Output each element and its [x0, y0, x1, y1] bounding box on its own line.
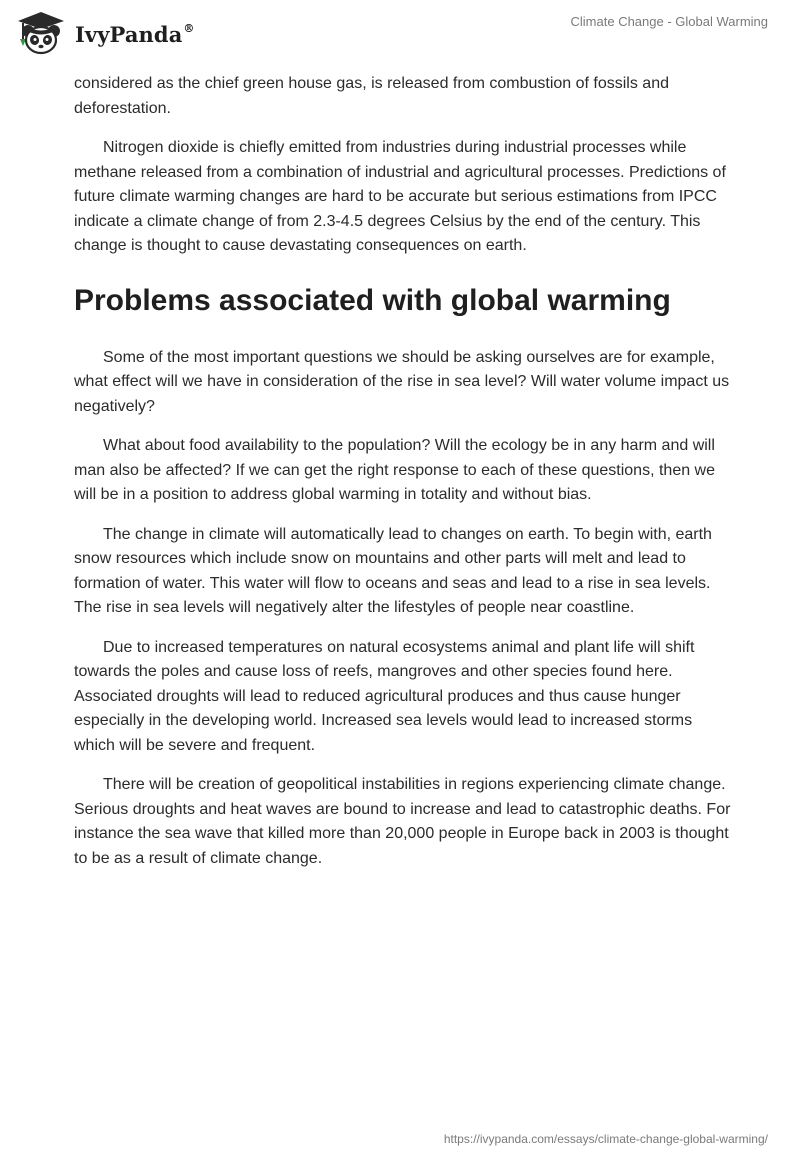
document-title: Climate Change - Global Warming [570, 14, 768, 29]
paragraph-emissions: Nitrogen dioxide is chiefly emitted from industries during industrial processes while methane released from a combination of industrial and agricultural processes. Predictions of future climate warming changes are hard to be accurate but serious estimations from IPCC indicate a climate change of from 2.3-4.5 degrees Celsius by the end of the century. This change is thought to cause devastating consequences on earth. [74, 139, 726, 254]
page-header [0, 0, 800, 70]
logo-wordmark: IvyPanda® [75, 21, 195, 47]
article-body [74, 72, 734, 886]
paragraph-sea-levels: The change in climate will automatically lead to changes on earth. To begin with, earth snow resources which include snow on mountains and other parts will melt and lead to formation of water. This water will flow to oceans and seas and lead to a rise in sea levels. The rise in sea levels will negatively alter the lifestyles of people near coastline. [74, 525, 712, 616]
paragraph-ecosystems: Due to increased temperatures on natural ecosystems animal and plant life will shift towards the poles and cause loss of reefs, mangroves and other species found here. Associated droughts will lead to reduced agricultural produces and thus cause hunger especially in the developing world. Increased sea levels would lead to increased storms which will be severe and frequent. [74, 638, 695, 754]
panda-graduation-cap-icon [14, 9, 66, 55]
ivypanda-logo[interactable] [14, 9, 195, 55]
paragraph-food-availability: What about food availability to the population? Will the ecology be in any harm and will man also be affected? If we can get the right response to each of these questions, then we will be in a position to address global warming in totality and without bias. [74, 437, 716, 503]
paragraph-geopolitical: There will be creation of geopolitical instabilities in regions experiencing climate change. Serious droughts and heat waves are bound to increase and lead to catastrophic deaths. For instance the sea wave that killed more than 20,000 people in Europe back in 2003 is thought to be as a result of climate change. [74, 776, 731, 867]
paragraph-questions: Some of the most important questions we should be asking ourselves are for example, what effect will we have in consideration of the rise in sea level? Will water volume impact us negatively? [74, 348, 730, 415]
source-url[interactable]: https://ivypanda.com/essays/climate-change-global-warming/ [443, 1132, 768, 1146]
section-heading: Problems associated with global warming [74, 283, 671, 317]
paragraph-continued: considered as the chief green house gas, is released from combustion of fossils and deforestation. [74, 75, 669, 117]
